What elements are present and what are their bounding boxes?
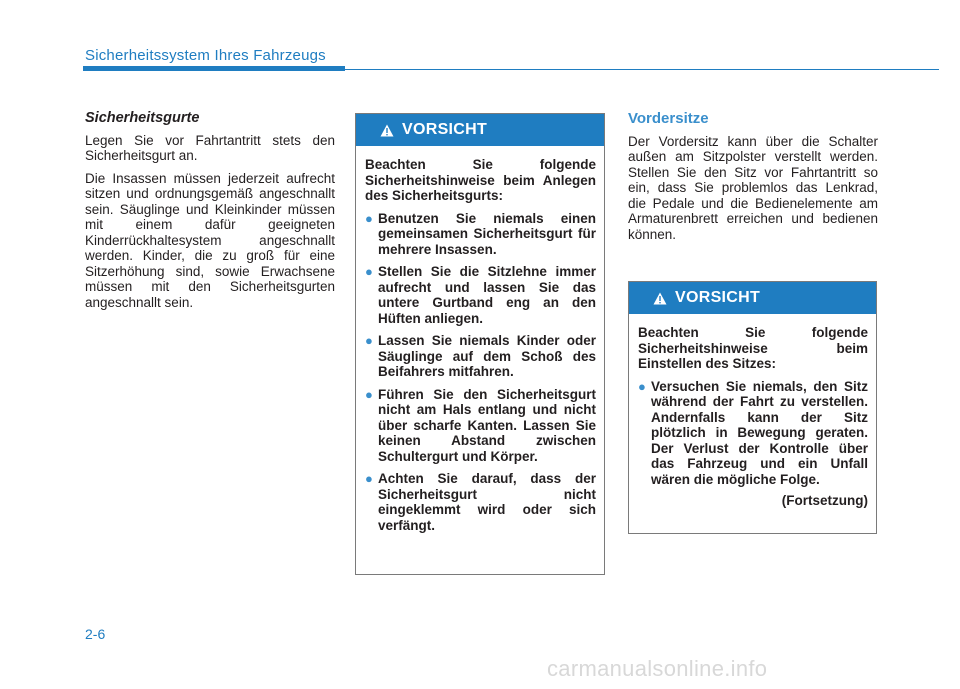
seatbelts-paragraph-1: Legen Sie vor Fahrtantritt stets den Sicherheitsgurt an. <box>85 132 335 163</box>
header-accent-bar <box>83 66 345 71</box>
bullet-dot-icon: ● <box>365 386 373 402</box>
caution-header <box>356 114 604 146</box>
caution-bullet: ● Stellen Sie die Sitzlehne immer aufrecht und lassen Sie das untere Gurtband eng an den Hüften anliegen. <box>365 264 596 326</box>
watermark: carmanualsonline.info <box>547 656 768 681</box>
bullet-dot-icon: ● <box>638 378 646 394</box>
warning-triangle-icon <box>653 292 667 305</box>
front-seats-paragraph: Der Vordersitz kann über die Schalter außen am Sitzpolster verstellt werden. Stellen Sie den Sitz vor Fahrtantritt so ein, dass Sie problemlos das Lenkrad, die Pedale und die Bedienelemente am Armaturenbrett erreichen und bedienen können. <box>628 133 878 242</box>
caution-label: VORSICHT <box>675 289 761 306</box>
caution-box-seatbelts <box>355 113 605 575</box>
left-column <box>85 111 335 317</box>
bullet-dot-icon: ● <box>365 264 373 279</box>
caution-label: VORSICHT <box>402 121 488 138</box>
front-seats-heading: Vordersitze <box>628 110 709 127</box>
bullet-dot-icon: ● <box>365 333 373 348</box>
caution-box-seats <box>628 281 877 534</box>
caution-intro: Beachten Sie folgende Sicherheitshinweise beim Einstellen des Sitzes: <box>638 325 868 371</box>
section-header-title: Sicherheitssystem Ihres Fahrzeugs <box>85 47 326 64</box>
right-column <box>628 111 878 249</box>
header-rule <box>345 69 939 70</box>
caution-intro: Beachten Sie folgende Sicherheitshinweise beim Anlegen des Sicherheitsgurts: <box>365 157 596 203</box>
caution-bullet: ● Lassen Sie niemals Kinder oder Säuglinge auf dem Schoß des Beifahrers mitfahren. <box>365 333 596 379</box>
bullet-dot-icon: ● <box>365 471 373 486</box>
seatbelts-heading: Sicherheitsgurte <box>85 110 200 126</box>
seatbelts-paragraph-2: Die Insassen müssen jederzeit aufrecht sitzen und ordnungsgemäß angeschnallt sein. Säuglinge und Kleinkinder müssen mit einem dafür geeigneten Kinderrückhaltesystem angeschnallt werden. Kinder, die zu groß für eine Sitzerhöhung sind, sowie Erwachsene müssen mit den Sicherheitsgurten angeschnallt sein. <box>85 170 335 310</box>
caution-bullet: ● Benutzen Sie niemals einen gemeinsamen Sicherheitsgurt für mehrere Insassen. <box>365 210 596 257</box>
bullet-dot-icon: ● <box>365 210 373 226</box>
warning-triangle-icon <box>380 124 394 137</box>
caution-header <box>629 282 876 314</box>
caution-bullet: ● Achten Sie darauf, dass der Sicherheitsgurt nicht eingeklemmt wird oder sich verfängt. <box>365 471 596 533</box>
page-number: 2-6 <box>85 626 106 642</box>
continuation-note: (Fortsetzung) <box>781 493 868 508</box>
caution-bullet: ● Führen Sie den Sicherheitsgurt nicht am Hals entlang und nicht über scharfe Kanten. Lassen Sie keinen Abstand zwischen Schultergurt und Körper. <box>365 386 596 464</box>
caution-bullet: ● Versuchen Sie niemals, den Sitz während der Fahrt zu verstellen. Andernfalls kann der Sitz plötzlich in Bewegung geraten. Der Verlust der Kontrolle über das Fahrzeug und ein Unfall wären die mögliche Folge. <box>638 378 868 487</box>
